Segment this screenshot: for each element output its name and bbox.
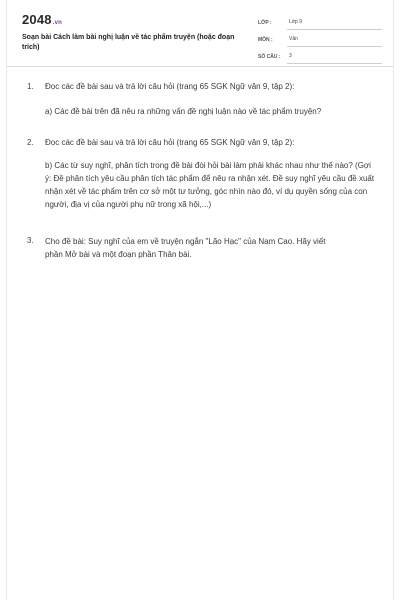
question-text: Đọc các đề bài sau và trả lời câu hỏi (trang 65 SGK Ngữ văn 9, tập 2):	[45, 138, 295, 147]
question-number: 3.	[27, 236, 34, 245]
document-title: Soạn bài Cách làm bài nghị luận về tác phẩm truyện (hoặc đoạn trích)	[22, 34, 235, 51]
question-subtext: b) Các từ suy nghĩ, phân tích trong đề bài đòi hỏi bài làm phải khác nhau như thế nào? (Gợi ý: Đề phân tích yêu cầu phân tích tác phẩm để nêu ra nhận xét. Đề suy nghĩ yêu cầu đề xuất nhận xét về tác phẩm trên cơ sở một tư tưởng, góc nhìn nào đó, ví dụ quyền sống của con người, địa vị của người phụ nữ trong xã hội,...)	[45, 161, 375, 209]
meta-value-count: 3	[287, 53, 382, 64]
question-text: Đọc các đề bài sau và trả lời câu hỏi (trang 65 SGK Ngữ văn 9, tập 2):	[45, 82, 295, 91]
question-number: 2.	[27, 138, 34, 147]
meta-row-grade	[258, 13, 382, 30]
logo-main-text: 2048	[22, 12, 52, 27]
meta-label-count: SỐ CÂU :	[258, 54, 281, 60]
worksheet-meta	[258, 13, 382, 64]
meta-label-grade: LỚP :	[258, 20, 272, 26]
meta-value-grade: Lớp 9	[287, 19, 382, 30]
meta-row-subject	[258, 30, 382, 47]
logo-domain-text: .vn	[52, 20, 63, 26]
meta-row-count	[258, 47, 382, 64]
site-logo[interactable]	[22, 12, 62, 27]
worksheet-header	[7, 0, 393, 67]
question-text: Cho đề bài: Suy nghĩ của em về truyện ngắn "Lão Hạc" của Nam Cao. Hãy viết phần Mở bài và một đoạn phần Thân bài.	[45, 237, 326, 259]
worksheet-page	[6, 0, 394, 600]
question-number: 1.	[27, 82, 34, 91]
meta-label-subject: MÔN :	[258, 37, 273, 43]
meta-value-subject: Văn	[287, 36, 382, 47]
question-subtext: a) Các đề bài trên đã nêu ra những vấn đề nghị luận nào về tác phẩm truyện?	[45, 107, 322, 116]
